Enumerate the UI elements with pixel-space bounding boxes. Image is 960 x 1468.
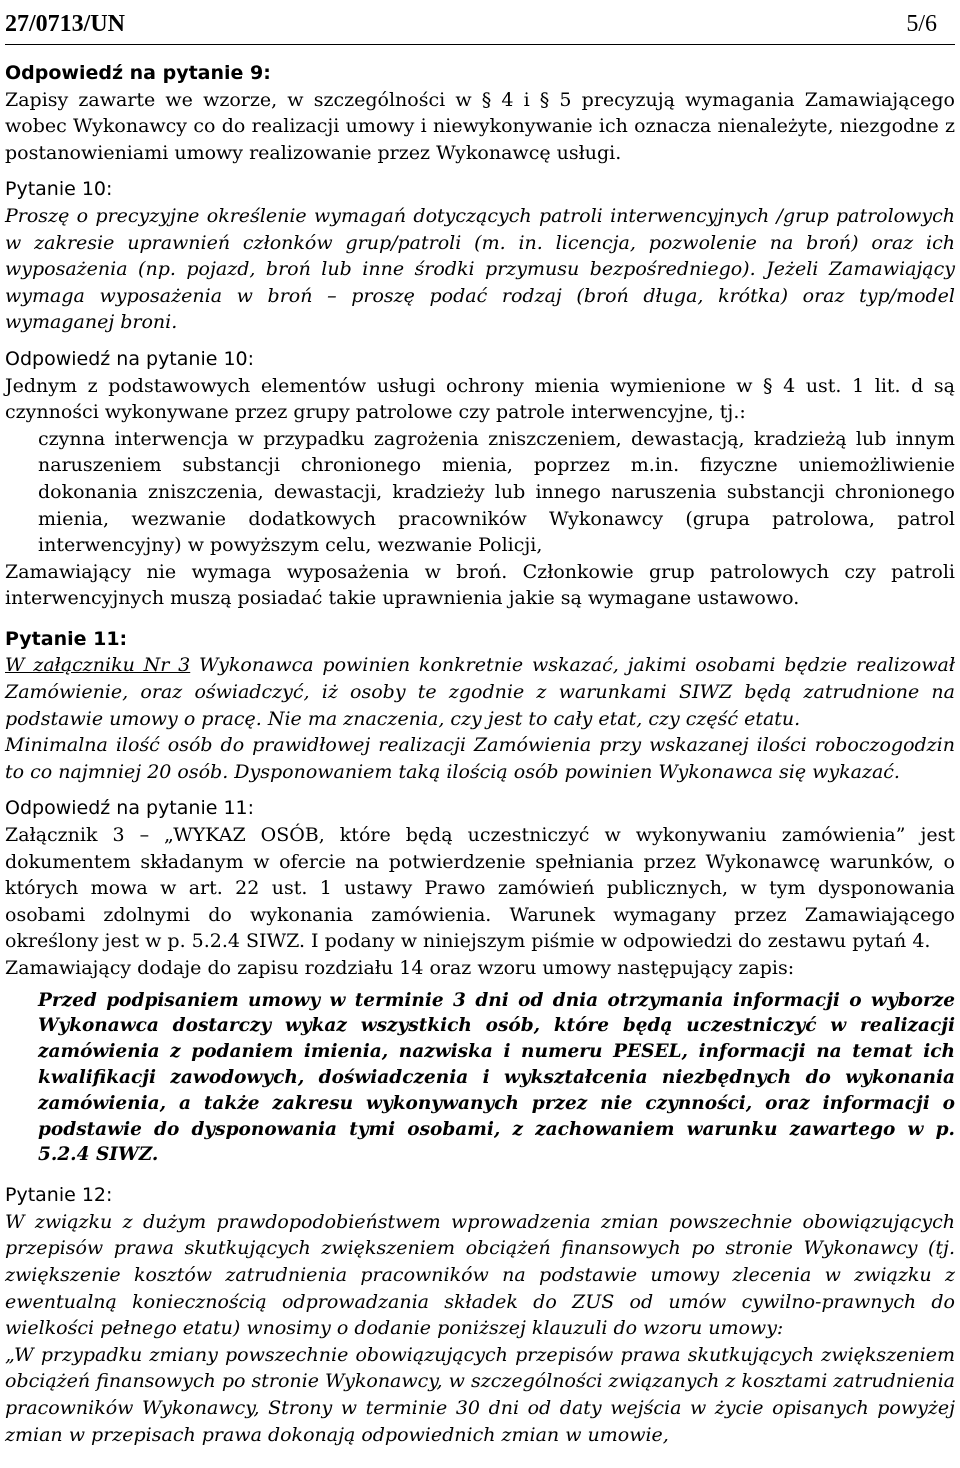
question-10-title: Pytanie 10: <box>5 178 113 201</box>
question-11 <box>5 626 955 786</box>
attachment-3-reference: W załączniku Nr 3 <box>5 654 191 677</box>
question-10-text: Proszę o precyzyjne określenie wymagań dotyczących patroli interwencyjnych /grup patrolowych w zakresie uprawnień członków grup/patroli (m. in. licencja, pozwolenie na broń) oraz ich wyposażenia (np. pojazd, broń lub inne środki przymusu bezpośredniego). Jeżeli Zamawiający wymaga wyposażenia w broń – proszę podać rodzaj (broń długa, krótka) oraz typ/model wymaganej broni. <box>5 204 955 334</box>
question-12-text: W związku z dużym prawdopodobieństwem wprowadzenia zmian powszechnie obowiązujących przepisów prawa skutkujących zwiększeniem obciążeń finansowych po stronie Wykonawcy (tj. zwiększenie kosztów zatrudnienia pracowników na podstawie umowy zlecenia w związku z ewentualną koniecznością odprowadzania składek do ZUS od umów cywilno-prawnych do wielkości pełnego etatu) wnosimy o dodanie poniższej klauzuli do wzoru umowy: <box>5 1210 955 1340</box>
page-number: 5/6 <box>906 11 937 37</box>
answer-11-lead: Zamawiający dodaje do zapisu rozdziału 14 oraz wzoru umowy następujący zapis: <box>5 957 795 979</box>
document-number: 27/0713/UN <box>5 11 125 37</box>
answer-9 <box>5 60 955 166</box>
document-page <box>5 0 955 1448</box>
answer-11-clause: Przed podpisaniem umowy w terminie 3 dni od dnia otrzymania informacji o wyborze Wykonawca dostarczy wykaz wszystkich osób, które będą uczestniczyć w realizacji zamówienia z podaniem imienia, nazwiska i numeru PESEL, informacji na temat ich kwalifikacji zawodowych, doświadczenia i wykształcenia niezbędnych do wykonania zamówienia, a także zakresu wykonywanych przez nie czynności, oraz informacji o podstawie do dysponowania tymi osobami, z zachowaniem warunku zawartego w p. 5.2.4 SIWZ. <box>38 989 955 1166</box>
answer-10 <box>5 346 955 612</box>
answer-11-title: Odpowiedź na pytanie 11: <box>5 797 255 820</box>
question-10 <box>5 176 955 336</box>
page-header <box>5 0 955 45</box>
question-12-title: Pytanie 12: <box>5 1184 113 1207</box>
question-12 <box>5 1182 955 1448</box>
answer-11-text: Załącznik 3 – „WYKAZ OSÓB, które będą uczestniczyć w wykonywaniu zamówienia” jest dokumentem składanym w ofercie na potwierdzenie spełniania przez Wykonawcę warunków, o których mowa w art. 22 ust. 1 ustawy Prawo zamówień publicznych, w tym dysponowania osobami zdolnymi do wykonania zamówienia. Warunek wymagany przez Zamawiającego określony jest w p. 5.2.4 SIWZ. I podany w niniejszym piśmie w odpowiedzi do zestawu pytań 4. <box>5 824 955 953</box>
answer-9-text: Zapisy zawarte we wzorze, w szczególności w § 4 i § 5 precyzują wymagania Zamawiającego wobec Wykonawcy co do realizacji umowy i niewykonywanie ich oznacza nienależyte, niezgodne z postanowieniami umowy realizowanie przez Wykonawcę usługi. <box>5 88 955 164</box>
question-12-quote: „W przypadku zmiany powszechnie obowiązujących przepisów prawa skutkujących zwiększeniem obciążeń finansowych po stronie Wykonawcy, w szczególności związanych z kosztami zatrudnienia pracowników Wykonawcy, Strony w terminie 30 dni od daty wejścia w życie opisanych powyżej zmian w przepisach prawa dokonają odpowiednich zmian w umowie, <box>5 1343 955 1446</box>
answer-11 <box>5 795 955 1168</box>
answer-9-title: Odpowiedź na pytanie 9: <box>5 62 271 84</box>
answer-10-intro: Jednym z podstawowych elementów usługi ochrony mienia wymienione w § 4 ust. 1 lit. d są czynności wykonywane przez grupy patrolowe czy patrole interwencyjne, tj.: <box>5 374 955 424</box>
answer-10-title: Odpowiedź na pytanie 10: <box>5 347 255 370</box>
question-11-text1-body: Wykonawca powinien konkretnie wskazać, jakimi osobami będzie realizował Zamówienie, oraz oświadczyć, iż osoby te zgodnie z warunkami SIWZ będą zatrudnione na podstawie umowy o pracę. Nie ma znaczenia, czy jest to cały etat, czy część etatu. <box>5 654 955 730</box>
question-11-text2: Minimalna ilość osób do prawidłowej realizacji Zamówienia przy wskazanej ilości roboczogodzin to co najmniej 20 osób. Dysponowaniem taką ilością osób powinien Wykonawca się wykazać. <box>5 734 955 783</box>
question-11-title: Pytanie 11: <box>5 627 128 650</box>
question-11-text1 <box>5 652 955 732</box>
answer-10-quote: czynna interwencja w przypadku zagrożenia zniszczeniem, dewastacją, kradzieżą lub innym naruszeniem substancji chronionego mienia, poprzez m.in. fizyczne uniemożliwienie dokonania zniszczenia, dewastacji, kradzieży lub innego naruszenia substancji chronionego mienia, wezwanie dodatkowych pracowników Wykonawcy (grupa patrolowa, patrol interwencyjny) w powyższym celu, wezwanie Policji, <box>38 427 955 557</box>
answer-10-outro: Zamawiający nie wymaga wyposażenia w broń. Członkowie grup patrolowych czy patroli interwencyjnych muszą posiadać takie uprawnienia jakie są wymagane ustawowo. <box>5 560 955 610</box>
